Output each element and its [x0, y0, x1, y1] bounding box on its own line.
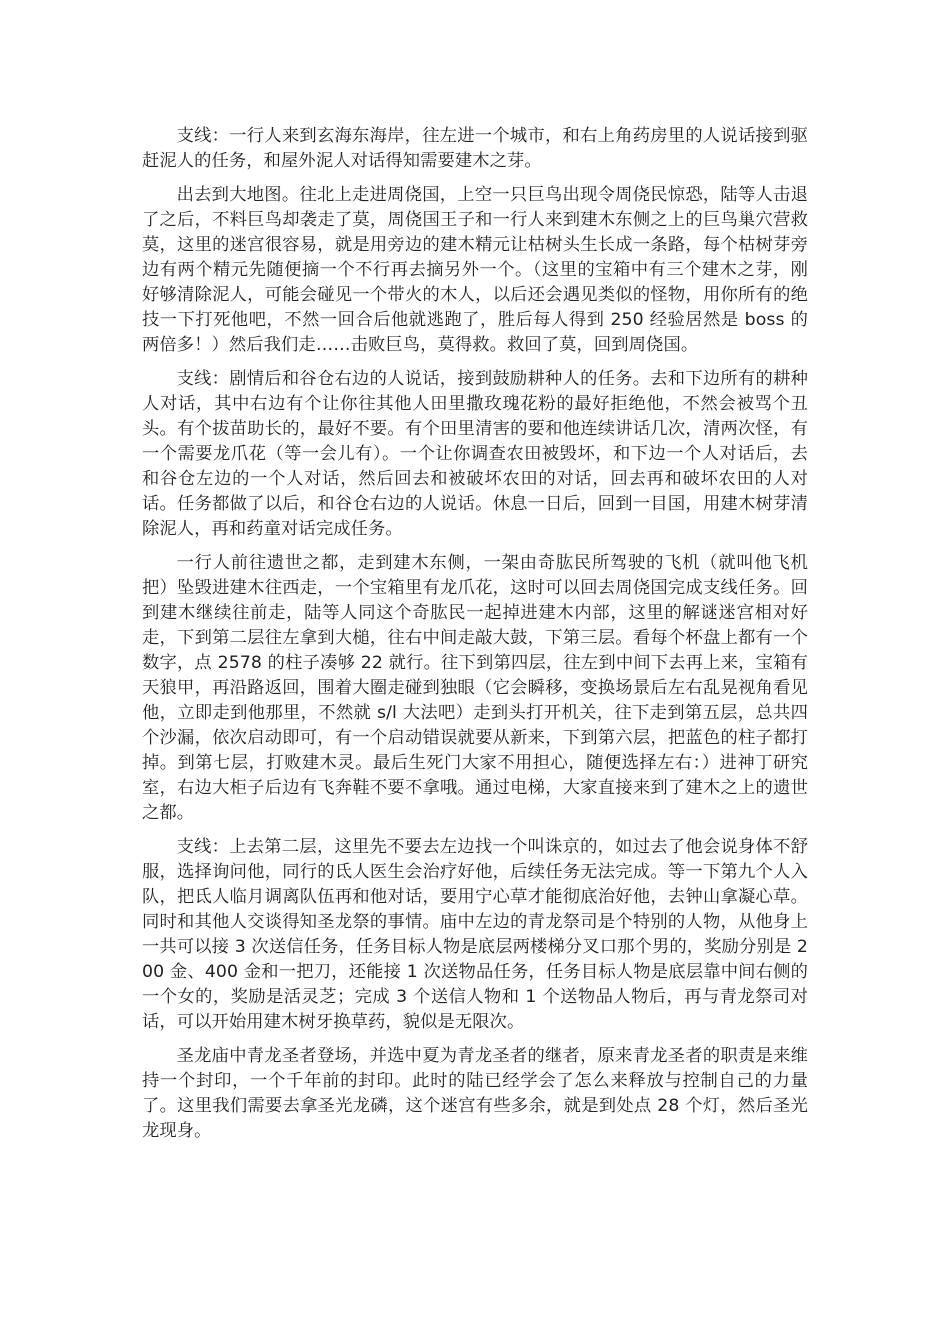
document-page [142, 124, 808, 1153]
paragraph-side-quest-east-coast: 支线：一行人来到玄海东海岸，往左进一个城市，和右上角药房里的人说话接到驱赶泥人的任务，和屋外泥人对话得知需要建木之芽。 [142, 126, 808, 171]
paragraph-side-quest-second-floor: 支线：上去第二层，这里先不要去左边找一个叫诛京的，如过去了他会说身体不舒服，选择询问他，同行的氐人医生会治疗好他，后续任务无法完成。等一下第九个人入队，把氐人临月调离队伍再和他对话，要用宁心草才能彻底治好他，去钟山拿凝心草。同时和其他人交谈得知圣龙祭的事情。庙中左边的青龙祭司是个特别的人物，从他身上一共可以接 3 次送信任务，任务目标人物是底层两楼梯分叉口那个男的，奖励分别是 200 金、400 金和一把刀，还能接 1 次送物品任务，任务目标人物是底层靠中间右侧的一个女的，奖励是活灵芝；完成 3 个送信人物和 1 个送物品人物后，再与青龙祭司对话，可以开始用建木树牙换草药，貌似是无限次。 [142, 837, 808, 1032]
paragraph-side-quest-farmers: 支线：剧情后和谷仓右边的人说话，接到鼓励耕种人的任务。去和下边所有的耕种人对话，其中右边有个让你往其他人田里撒玫瑰花粉的最好拒绝他，不然会被骂个丑头。有个拔苗助长的，最好不要。有个田里清害的要和他连续讲话几次，清两次怪，有一个需要龙爪花（等一会儿有）。一个让你调查农田被毁坏，和下边一个人对话后，去和谷仓左边的一个人对话，然后回去和被破坏农田的对话，回去再和破坏农田的人对话。任务都做了以后，和谷仓右边的人说话。休息一日后，回到一目国，用建木树芽清除泥人，再和药童对话完成任务。 [142, 369, 808, 539]
paragraph-jianmu-dungeon: 一行人前往遗世之都，走到建木东侧，一架由奇肱民所驾驶的飞机（就叫他飞机把）坠毁进建木往西走，一个宝箱里有龙爪花，这时可以回去周侥国完成支线任务。回到建木继续往前走，陆等人同这个奇肱民一起掉进建木内部，这里的解谜迷宫相对好走，下到第二层往左拿到大槌，往右中间走敲大鼓，下第三层。看每个杯盘上都有一个数字，点 2578 的柱子凑够 22 就行。往下到第四层，往左到中间下去再上来，宝箱有天狼甲，再沿路返回，围着大圈走碰到独眼（它会瞬移，变换场景后左右乱晃视角看见他，立即走到他那里，不然就 s/l 大法吧）走到头打开机关，往下走到第五层，总共四个沙漏，依次启动即可，有一个启动错误就要从新来，下到第六层，把蓝色的柱子都打掉。到第七层，打败建木灵。最后生死门大家不用担心，随便选择左右：）进神丁研究室，右边大柜子后边有飞奔鞋不要不拿哦。通过电梯，大家直接来到了建木之上的遗世之都。 [142, 553, 808, 823]
paragraph-giant-bird-nest: 出去到大地图。往北上走进周侥国，上空一只巨鸟出现令周侥民惊恐，陆等人击退了之后，不料巨鸟却袭走了莫，周侥国王子和一行人来到建木东侧之上的巨鸟巢穴营救莫，这里的迷宫很容易，就是用旁边的建木精元让枯树头生长成一条路，每个枯树芽旁边有两个精元先随便摘一个不行再去摘另外一个。（这里的宝箱中有三个建木之芽，刚好够清除泥人，可能会碰见一个带火的木人，以后还会遇见类似的怪物，用你所有的绝技一下打死他吧，不然一回合后他就逃跑了，胜后每人得到 250 经验居然是 boss 的两倍多！）然后我们走……击败巨鸟，莫得救。救回了莫，回到周侥国。 [142, 185, 808, 355]
paragraph-dragon-temple: 圣龙庙中青龙圣者登场，并选中夏为青龙圣者的继者，原来青龙圣者的职责是来维持一个封印，一个千年前的封印。此时的陆已经学会了怎么来释放与控制自己的力量了。这里我们需要去拿圣光龙磷，这个迷宫有些多余，就是到处点 28 个灯，然后圣光龙现身。 [142, 1046, 808, 1141]
